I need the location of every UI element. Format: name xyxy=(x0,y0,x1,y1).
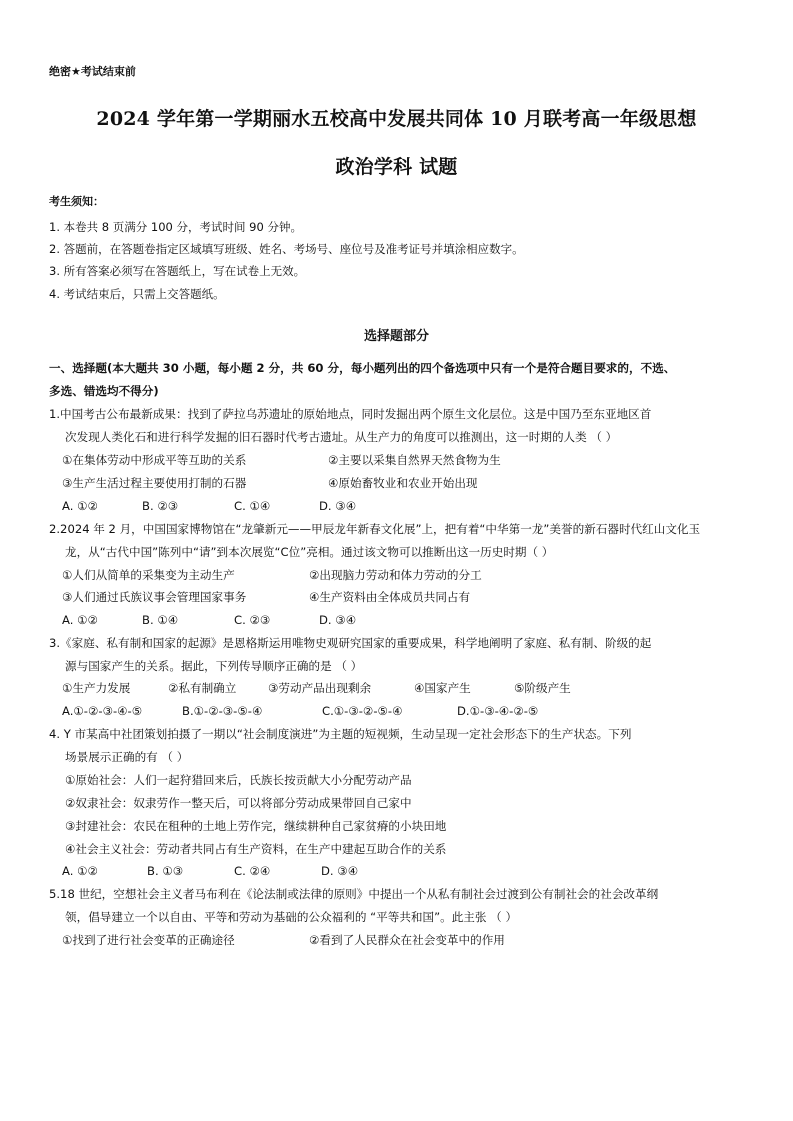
notice-item: 4. 考试结束后，只需上交答题纸。 xyxy=(49,287,225,301)
question-3-choices xyxy=(62,703,538,719)
question-1-option: ③生产生活过程主要使用打制的石器 xyxy=(62,476,247,490)
question-1-stem: 次发现人类化石和进行科学发掘的旧石器时代考古遗址。从生产力的角度可以推测出，这一时期的人类 （ ） xyxy=(65,430,618,444)
notice-heading: 考生须知： xyxy=(49,195,104,208)
question-5-option: ②看到了人民群众在社会变革中的作用 xyxy=(309,933,505,947)
question-2-stem: 2.2024 年 2 月，中国国家博物馆在“龙肇新元——甲辰龙年新春文化展”上，把有着“中华第一龙”美誉的新石器时代红山文化玉 xyxy=(49,522,701,536)
choice-c: C. ②④ xyxy=(234,864,271,878)
question-2-option: ④生产资料由全体成员共同占有 xyxy=(309,590,471,604)
choice-c: C. ①④ xyxy=(234,499,271,513)
choice-b: B. ①③ xyxy=(147,864,184,878)
sequence-item: ④国家产生 xyxy=(414,681,471,695)
sequence-item: ①生产力发展 xyxy=(62,681,131,695)
section-instruction: 一、选择题(本大题共 30 小题，每小题 2 分，共 60 分，每小题列出的四个备选项中只有一个是符合题目要求的，不选、 xyxy=(49,361,676,375)
question-2-option: ①人们从简单的采集变为主动生产 xyxy=(62,568,235,582)
secret-mark: 绝密★考试结束前 xyxy=(49,65,136,78)
question-4-option: ①原始社会：人们一起狩猎回来后，氏族长按贡献大小分配劳动产品 xyxy=(65,773,412,787)
choice-b: B. ①④ xyxy=(142,613,179,627)
sequence-item: ②私有制确立 xyxy=(168,681,237,695)
choice-a: A. ①② xyxy=(62,499,98,513)
notice-item: 2. 答题前，在答题卷指定区域填写班级、姓名、考场号、座位号及准考证号并填涂相应数字。 xyxy=(49,242,524,256)
section-title: 选择题部分 xyxy=(363,329,429,344)
question-4-stem: 4. Y 市某高中社团策划拍摄了一期以“社会制度演进”为主题的短视频，生动呈现一定社会形态下的生产状态。下列 xyxy=(49,727,632,741)
question-3-stem: 源与国家产生的关系。据此，下列传导顺序正确的是 （ ） xyxy=(65,659,363,673)
choice-a: A. ①② xyxy=(62,864,98,878)
notice-item: 3. 所有答案必须写在答题纸上，写在试卷上无效。 xyxy=(49,264,306,278)
choice-d: D. ③④ xyxy=(321,864,359,878)
question-1-stem: 1.中国考古公布最新成果：找到了萨拉乌苏遗址的原始地点，同时发掘出两个原生文化层位。这是中国乃至东亚地区首 xyxy=(49,407,652,421)
question-2-option: ②出现脑力劳动和体力劳动的分工 xyxy=(309,568,482,582)
question-5-option: ①找到了进行社会变革的正确途径 xyxy=(62,933,235,947)
question-1-choices xyxy=(62,498,356,514)
question-4-option: ②奴隶社会：奴隶劳作一整天后，可以将部分劳动成果带回自己家中 xyxy=(65,796,412,810)
choice-c: C.①-③-②-⑤-④ xyxy=(322,704,403,718)
question-3-items xyxy=(62,680,571,696)
question-5-stem: 5.18 世纪，空想社会主义者马布利在《论法制或法律的原则》中提出一个从私有制社会过渡到公有制社会的社会改革纲 xyxy=(49,887,659,901)
question-4-option: ④社会主义社会：劳动者共同占有生产资料，在生产中建起互助合作的关系 xyxy=(65,842,447,856)
notice-item: 1. 本卷共 8 页满分 100 分，考试时间 90 分钟。 xyxy=(49,220,302,234)
section-instruction: 多选、错选均不得分) xyxy=(49,384,159,398)
exam-title-line2: 政治学科 试题 xyxy=(335,156,458,178)
choice-d: D. ③④ xyxy=(319,613,357,627)
question-4-option: ③封建社会：农民在租种的土地上劳作完，继续耕种自己家贫瘠的小块田地 xyxy=(65,819,447,833)
question-1-option: ②主要以采集自然界天然食物为生 xyxy=(328,453,501,467)
choice-d: D.①-③-④-②-⑤ xyxy=(457,704,539,718)
question-2-stem: 龙，从“古代中国”陈列中“请”到本次展览“C位”亮相。通过该文物可以推断出这一历史时期（ ） xyxy=(65,545,554,559)
question-4-choices xyxy=(62,863,358,879)
choice-b: B.①-②-③-⑤-④ xyxy=(182,704,263,718)
sequence-item: ⑤阶级产生 xyxy=(514,681,571,695)
choice-b: B. ②③ xyxy=(142,499,179,513)
choice-a: A. ①② xyxy=(62,613,98,627)
choice-d: D. ③④ xyxy=(319,499,357,513)
question-1-option: ④原始畜牧业和农业开始出现 xyxy=(328,476,478,490)
question-5-stem: 领，倡导建立一个以自由、平等和劳动为基础的公众福利的 “平等共和国”。此主张 （ ） xyxy=(65,910,518,924)
choice-a: A.①-②-③-④-⑤ xyxy=(62,704,143,718)
choice-c: C. ②③ xyxy=(234,613,271,627)
exam-title-line1: 2024 学年第一学期丽水五校高中发展共同体 10 月联考高一年级思想 xyxy=(96,108,697,130)
question-3-stem: 3.《家庭、私有制和国家的起源》是恩格斯运用唯物史观研究国家的重要成果，科学地阐明了家庭、私有制、阶级的起 xyxy=(49,636,652,650)
sequence-item: ③劳动产品出现剩余 xyxy=(268,681,372,695)
question-4-stem: 场景展示正确的有 （ ） xyxy=(65,750,189,764)
question-2-choices xyxy=(62,612,356,628)
question-1-option: ①在集体劳动中形成平等互助的关系 xyxy=(62,453,247,467)
question-2-option: ③人们通过氏族议事会管理国家事务 xyxy=(62,590,247,604)
